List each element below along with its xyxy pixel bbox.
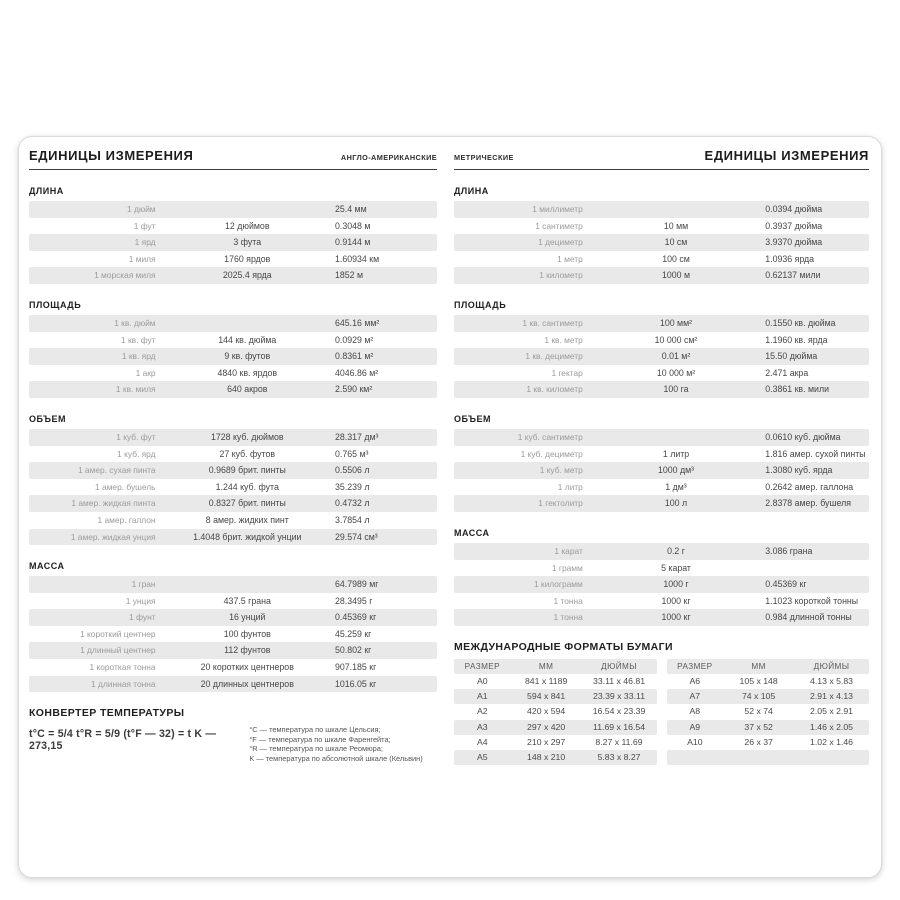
table-cell: 0.4732 л [334,498,370,509]
table-cell: 100 фунтов [223,628,271,639]
table-cell: 0.9144 м [334,237,371,248]
table-row [29,446,437,463]
section-area-imperial [29,300,437,398]
table-cell: 1 фунт [129,612,156,623]
table-cell: 1728 куб. дюймов [210,431,284,442]
table-cell: 144 кв. дюйма [218,334,277,345]
table-cell: 1 кв. километр [526,384,583,395]
table-cell: 29.574 см³ [334,531,378,542]
section-title: МАССА [29,561,65,572]
table-row [29,381,437,398]
temperature-formula: t°C = 5/4 t°R = 5/9 (t°F — 32) = t K — 273,15 [29,728,217,753]
table-cell: 0.62137 мили [765,270,821,281]
table-cell: 45.259 кг [334,628,372,639]
table-cell: 0.1550 кв. дюйма [765,317,836,328]
table-row [29,512,437,529]
table-cell: 8.27 x 11.69 [595,736,643,747]
table-row [454,704,657,719]
table-cell: 1 тонна [553,595,583,606]
table-cell: 1 карат [554,545,583,556]
table-row [454,750,657,765]
table-cell: 64.7989 мг [334,579,379,590]
table-cell: 0.0610 куб. дюйма [765,431,841,442]
table-cell: 1.816 амер. сухой пинты [765,448,866,459]
table-row [454,462,869,479]
table-cell: 1 унция [125,595,156,606]
table-cell: A6 [689,676,701,687]
table-cell: 1 куб. метр [539,465,583,476]
paper-table-body [454,674,657,765]
table-cell: 2.8378 амер. бушеля [765,498,851,509]
table-cell: 15.50 дюйма [765,351,818,362]
units-table [454,429,869,512]
table-cell: 11.69 x 16.54 [593,721,646,732]
table-cell: 420 x 594 [527,706,566,717]
planner-spread [18,136,882,878]
table-cell: 1 гектар [551,367,583,378]
table-row [29,348,437,365]
table-cell: 33.11 x 46.81 [593,676,646,687]
table-row [454,674,657,689]
table-cell: 1 дюйм [126,204,156,214]
table-row [29,529,437,546]
table-row [667,750,870,765]
table-cell: 2.590 км² [334,384,373,395]
table-cell: 0.765 м³ [334,448,369,459]
table-cell: 1 кв. сантиметр [522,317,583,328]
table-cell: A10 [687,736,703,747]
table-row [29,218,437,235]
temperature-converter [29,707,437,763]
table-row [454,201,869,218]
table-row [454,720,657,735]
page-left [19,137,450,877]
table-cell [587,429,765,446]
table-row [29,609,437,626]
table-cell: 1 гран [131,579,156,590]
table-cell: 0.2642 амер. галлона [765,481,854,492]
table-cell: 2.471 акра [765,367,809,378]
table-cell: 3 фута [233,237,262,248]
table-row [29,267,437,284]
table-cell: A2 [477,706,488,717]
table-cell [160,315,335,332]
table-row [454,365,869,382]
table-cell: 297 x 420 [527,721,566,732]
paper-table-a0-a5 [454,659,657,765]
table-cell: A1 [477,691,488,702]
section-title: ПЛОЩАДЬ [29,299,82,310]
table-row [29,462,437,479]
table-cell: 1 кв. дюйм [114,317,156,328]
table-cell: РАЗМЕР [677,661,713,671]
table-row [29,315,437,332]
table-cell: 0.45369 кг [334,612,377,623]
table-cell: 1 дм³ [665,481,687,492]
table-cell: 2.05 x 2.91 [810,706,854,717]
table-cell: 0.5506 л [334,465,370,476]
table-cell: 28.317 дм³ [334,431,379,442]
note-line: °F — температура по шкале Фаренгейта; [249,734,391,744]
table-cell: 16 унций [229,612,266,623]
table-cell [667,750,724,765]
table-cell: ММ [538,661,554,671]
table-cell [160,576,335,593]
paper-table-header [667,659,870,674]
table-cell: 100 га [663,384,689,395]
table-cell: A5 [477,752,488,762]
table-cell: 1 тонна [553,612,583,623]
table-row [29,495,437,512]
table-cell: 1000 кг [661,595,691,606]
table-row [454,267,869,284]
section-title: МАССА [454,527,490,538]
table-cell: 148 x 210 [527,752,566,762]
table-row [29,251,437,268]
table-cell: 37 x 52 [744,721,773,732]
table-cell: 1852 м [334,270,364,281]
table-cell: 1 амер. жидкая пинта [71,498,156,509]
table-row [667,735,870,750]
table-cell: A9 [689,721,701,732]
table-cell: 1 амер. бушель [95,481,156,492]
page-tag: АНГЛО-АМЕРИКАНСКИЕ [340,153,437,162]
table-cell: 1 ярд [134,237,156,248]
table-row [454,446,869,463]
table-cell: 20 длинных центнеров [200,678,294,689]
table-cell: A0 [477,676,488,687]
table-cell: 841 x 1189 [524,676,568,687]
units-table [29,576,437,692]
table-cell: 1 метр [557,253,583,264]
temperature-notes [249,725,437,763]
table-row [29,479,437,496]
section-volume-imperial [29,414,437,545]
table-cell: 1 куб. фут [116,431,156,442]
table-row [29,365,437,382]
table-row [454,218,869,235]
table-cell: 0.01 м² [661,351,691,362]
table-cell: 1 километр [539,270,583,281]
table-cell: 1 короткий центнер [80,628,156,639]
table-cell [587,201,765,218]
units-table [29,315,437,398]
table-row [454,429,869,446]
table-cell: 3.086 грана [765,545,813,556]
table-row [454,381,869,398]
table-cell: 20 коротких центнеров [200,662,294,673]
table-row [454,735,657,750]
table-row [29,576,437,593]
table-cell: 9 кв. футов [224,351,271,362]
table-cell: 27 куб. футов [219,448,276,459]
table-cell: 112 фунтов [224,645,271,656]
table-cell: 1016.05 кг [334,678,377,689]
table-cell: 10 000 см² [654,334,698,345]
table-row [29,642,437,659]
table-cell: 1 амер. галлон [97,514,156,525]
units-table [454,201,869,284]
table-cell: 5.83 x 8.27 [597,752,641,762]
table-cell: 0.0394 дюйма [765,204,823,214]
table-cell: 1000 г [663,579,689,590]
table-cell: 1 литр [557,481,583,492]
section-title: ОБЪЕМ [454,413,491,424]
table-cell: 0.2 г [667,545,685,556]
table-cell: 1 кв. ярд [121,351,156,362]
table-row [454,689,657,704]
table-cell: A3 [477,721,488,732]
units-table [29,429,437,545]
table-cell: 1 короткая тонна [89,662,156,673]
table-cell: 8 амер. жидких пинт [205,514,289,525]
table-row [29,626,437,643]
page-title: ЕДИНИЦЫ ИЗМЕРЕНИЯ [704,148,869,163]
table-cell: 100 л [664,498,688,509]
table-row [454,234,869,251]
page-right [450,137,881,877]
table-cell: 2025.4 ярда [222,270,272,281]
table-cell: 1.0936 ярда [765,253,815,264]
table-row [667,720,870,735]
table-cell: РАЗМЕР [464,661,501,671]
table-row [454,593,869,610]
table-cell: 10 мм [663,220,689,231]
page-header-right [454,149,869,170]
table-cell [794,750,869,765]
table-cell: 1000 м [661,270,691,281]
table-cell: ДЮЙМЫ [601,661,637,671]
paper-table-body [667,674,870,765]
table-row [454,576,869,593]
units-table [454,543,869,626]
table-cell: 645.16 мм² [334,317,380,328]
table-row [454,348,869,365]
table-cell: 0.984 длинной тонны [765,612,852,623]
table-cell: 1 фут [133,220,156,231]
table-row [29,429,437,446]
table-cell: 1 кв. дециметр [525,351,583,362]
table-cell: 100 см [662,253,690,264]
section-mass-imperial [29,561,437,692]
table-cell: 1 миля [128,253,156,264]
table-cell: 1.1023 короткой тонны [765,595,859,606]
section-title: ДЛИНА [29,186,64,196]
table-cell: 1.244 куб. фута [215,481,279,492]
table-cell: 1 кв. миля [115,384,156,395]
table-cell: A7 [689,691,701,702]
table-cell: 1.3080 куб. ярда [765,465,833,476]
table-cell: 0.3937 дюйма [765,220,823,231]
paper-formats-title: МЕЖДУНАРОДНЫЕ ФОРМАТЫ БУМАГИ [454,640,673,653]
table-cell: 1 морская миля [94,270,156,281]
table-cell: 1 миллиметр [532,204,583,214]
paper-table-a6-a10 [667,659,870,765]
note-line: °R — температура по шкале Реомюра; [249,744,383,754]
section-mass-metric [454,528,869,626]
table-row [29,201,437,218]
table-cell: 1 кв. фут [120,334,156,345]
table-row [454,560,869,577]
table-cell: 1 гектолитр [538,498,583,509]
page-tag: МЕТРИЧЕСКИЕ [454,153,514,162]
table-cell: 907.185 кг [334,662,377,673]
table-cell: 2.91 x 4.13 [810,691,854,702]
table-cell: 50.802 кг [334,645,372,656]
table-cell: 1 амер. жидкая унция [70,531,156,542]
table-cell: 1 куб. ярд [117,448,156,459]
table-cell: 23.39 x 33.11 [593,691,646,702]
table-cell: 1.46 x 2.05 [810,721,854,732]
table-cell: 3.7854 л [334,514,370,525]
table-cell: 0.3861 кв. мили [765,384,830,395]
table-cell: 1 грамм [551,562,583,573]
table-cell: 1 кв. метр [544,334,583,345]
table-cell: 1.02 x 1.46 [810,736,854,747]
table-cell: 1 куб. сантиметр [517,431,583,442]
table-cell: 35.239 л [334,481,370,492]
table-cell: 1 акр [135,367,156,378]
table-cell: 25.4 мм [334,204,367,214]
table-cell: 1 длинная тонна [91,678,156,689]
table-row [454,543,869,560]
table-row [29,332,437,349]
table-cell: A4 [477,736,488,747]
table-cell: 105 x 148 [739,676,778,687]
table-row [29,234,437,251]
table-row [667,689,870,704]
table-cell: 26 x 37 [744,736,773,747]
table-cell: 0.3048 м [334,220,371,231]
table-cell: 0.45369 кг [765,579,807,590]
table-cell: 10 000 м² [656,367,696,378]
table-cell: 0.8361 м² [334,351,374,362]
table-row [667,674,870,689]
table-cell: 1760 ярдов [224,253,271,264]
table-cell: A8 [689,706,701,717]
paper-table-header [454,659,657,674]
table-cell [160,201,335,218]
table-cell: 3.9370 дюйма [765,237,823,248]
note-line: K — температура по абсолютной шкале (Кельвин) [249,754,423,764]
table-cell: 437.5 грана [223,595,271,606]
temperature-body [29,725,437,763]
paper-tables [454,659,869,765]
table-cell: 594 x 841 [527,691,566,702]
page-title: ЕДИНИЦЫ ИЗМЕРЕНИЯ [29,148,194,163]
table-row [454,251,869,268]
table-cell: 52 x 74 [744,706,773,717]
table-cell: 0.0929 м² [334,334,374,345]
table-cell: 1.60934 км [334,253,380,264]
table-cell: 1.4048 брит. жидкой унции [193,531,302,542]
table-row [29,593,437,610]
table-cell: 640 акров [227,384,268,395]
units-table [454,315,869,398]
table-cell: 5 карат [661,562,691,573]
table-cell [765,560,869,577]
table-cell: 1 куб. дециметр [520,448,583,459]
table-cell: 0.8327 брит. пинты [208,498,286,509]
table-cell: 4840 кв. ярдов [217,367,278,378]
section-title: ДЛИНА [454,186,489,196]
table-cell: 1000 кг [661,612,691,623]
temperature-title: КОНВЕРТЕР ТЕМПЕРАТУРЫ [29,707,185,720]
table-cell: 10 см [664,237,688,248]
page-header-left [29,149,437,170]
table-cell: 0.9689 брит. пинты [208,465,286,476]
table-cell [723,750,794,765]
section-title: ОБЪЕМ [29,413,66,424]
section-title: ПЛОЩАДЬ [454,299,507,310]
table-cell: 1 килограмм [533,579,583,590]
paper-formats [454,641,869,765]
note-line: °C — температура по шкале Цельсия; [249,725,381,735]
table-cell: 4.13 x 5.83 [810,676,854,687]
table-cell: 16.54 x 23.39 [592,706,646,717]
table-cell: ММ [751,661,766,671]
table-row [454,495,869,512]
table-cell: 210 x 297 [527,736,566,747]
table-cell: 1 литр [662,448,690,459]
section-length-metric [454,186,869,284]
table-cell: 1 дециметр [538,237,583,248]
table-cell: 1 амер. сухая пинта [77,465,156,476]
table-row [667,704,870,719]
table-row [454,479,869,496]
table-row [454,315,869,332]
section-area-metric [454,300,869,398]
table-cell: 74 x 105 [741,691,776,702]
section-length-imperial [29,186,437,284]
table-cell: 1000 дм³ [657,465,695,476]
table-cell: 4046.86 м² [334,367,379,378]
table-cell: 1 сантиметр [535,220,583,231]
table-row [29,659,437,676]
table-row [29,676,437,693]
table-cell: 12 дюймов [225,220,270,231]
table-cell: 100 мм² [659,317,693,328]
units-table [29,201,437,284]
table-cell: ДЮЙМЫ [813,661,850,671]
table-row [454,609,869,626]
table-cell: 1.1960 кв. ярда [765,334,828,345]
section-volume-metric [454,414,869,512]
table-cell: 1 длинный центнер [80,645,156,656]
table-row [454,332,869,349]
table-cell: 28.3495 г [334,595,373,606]
